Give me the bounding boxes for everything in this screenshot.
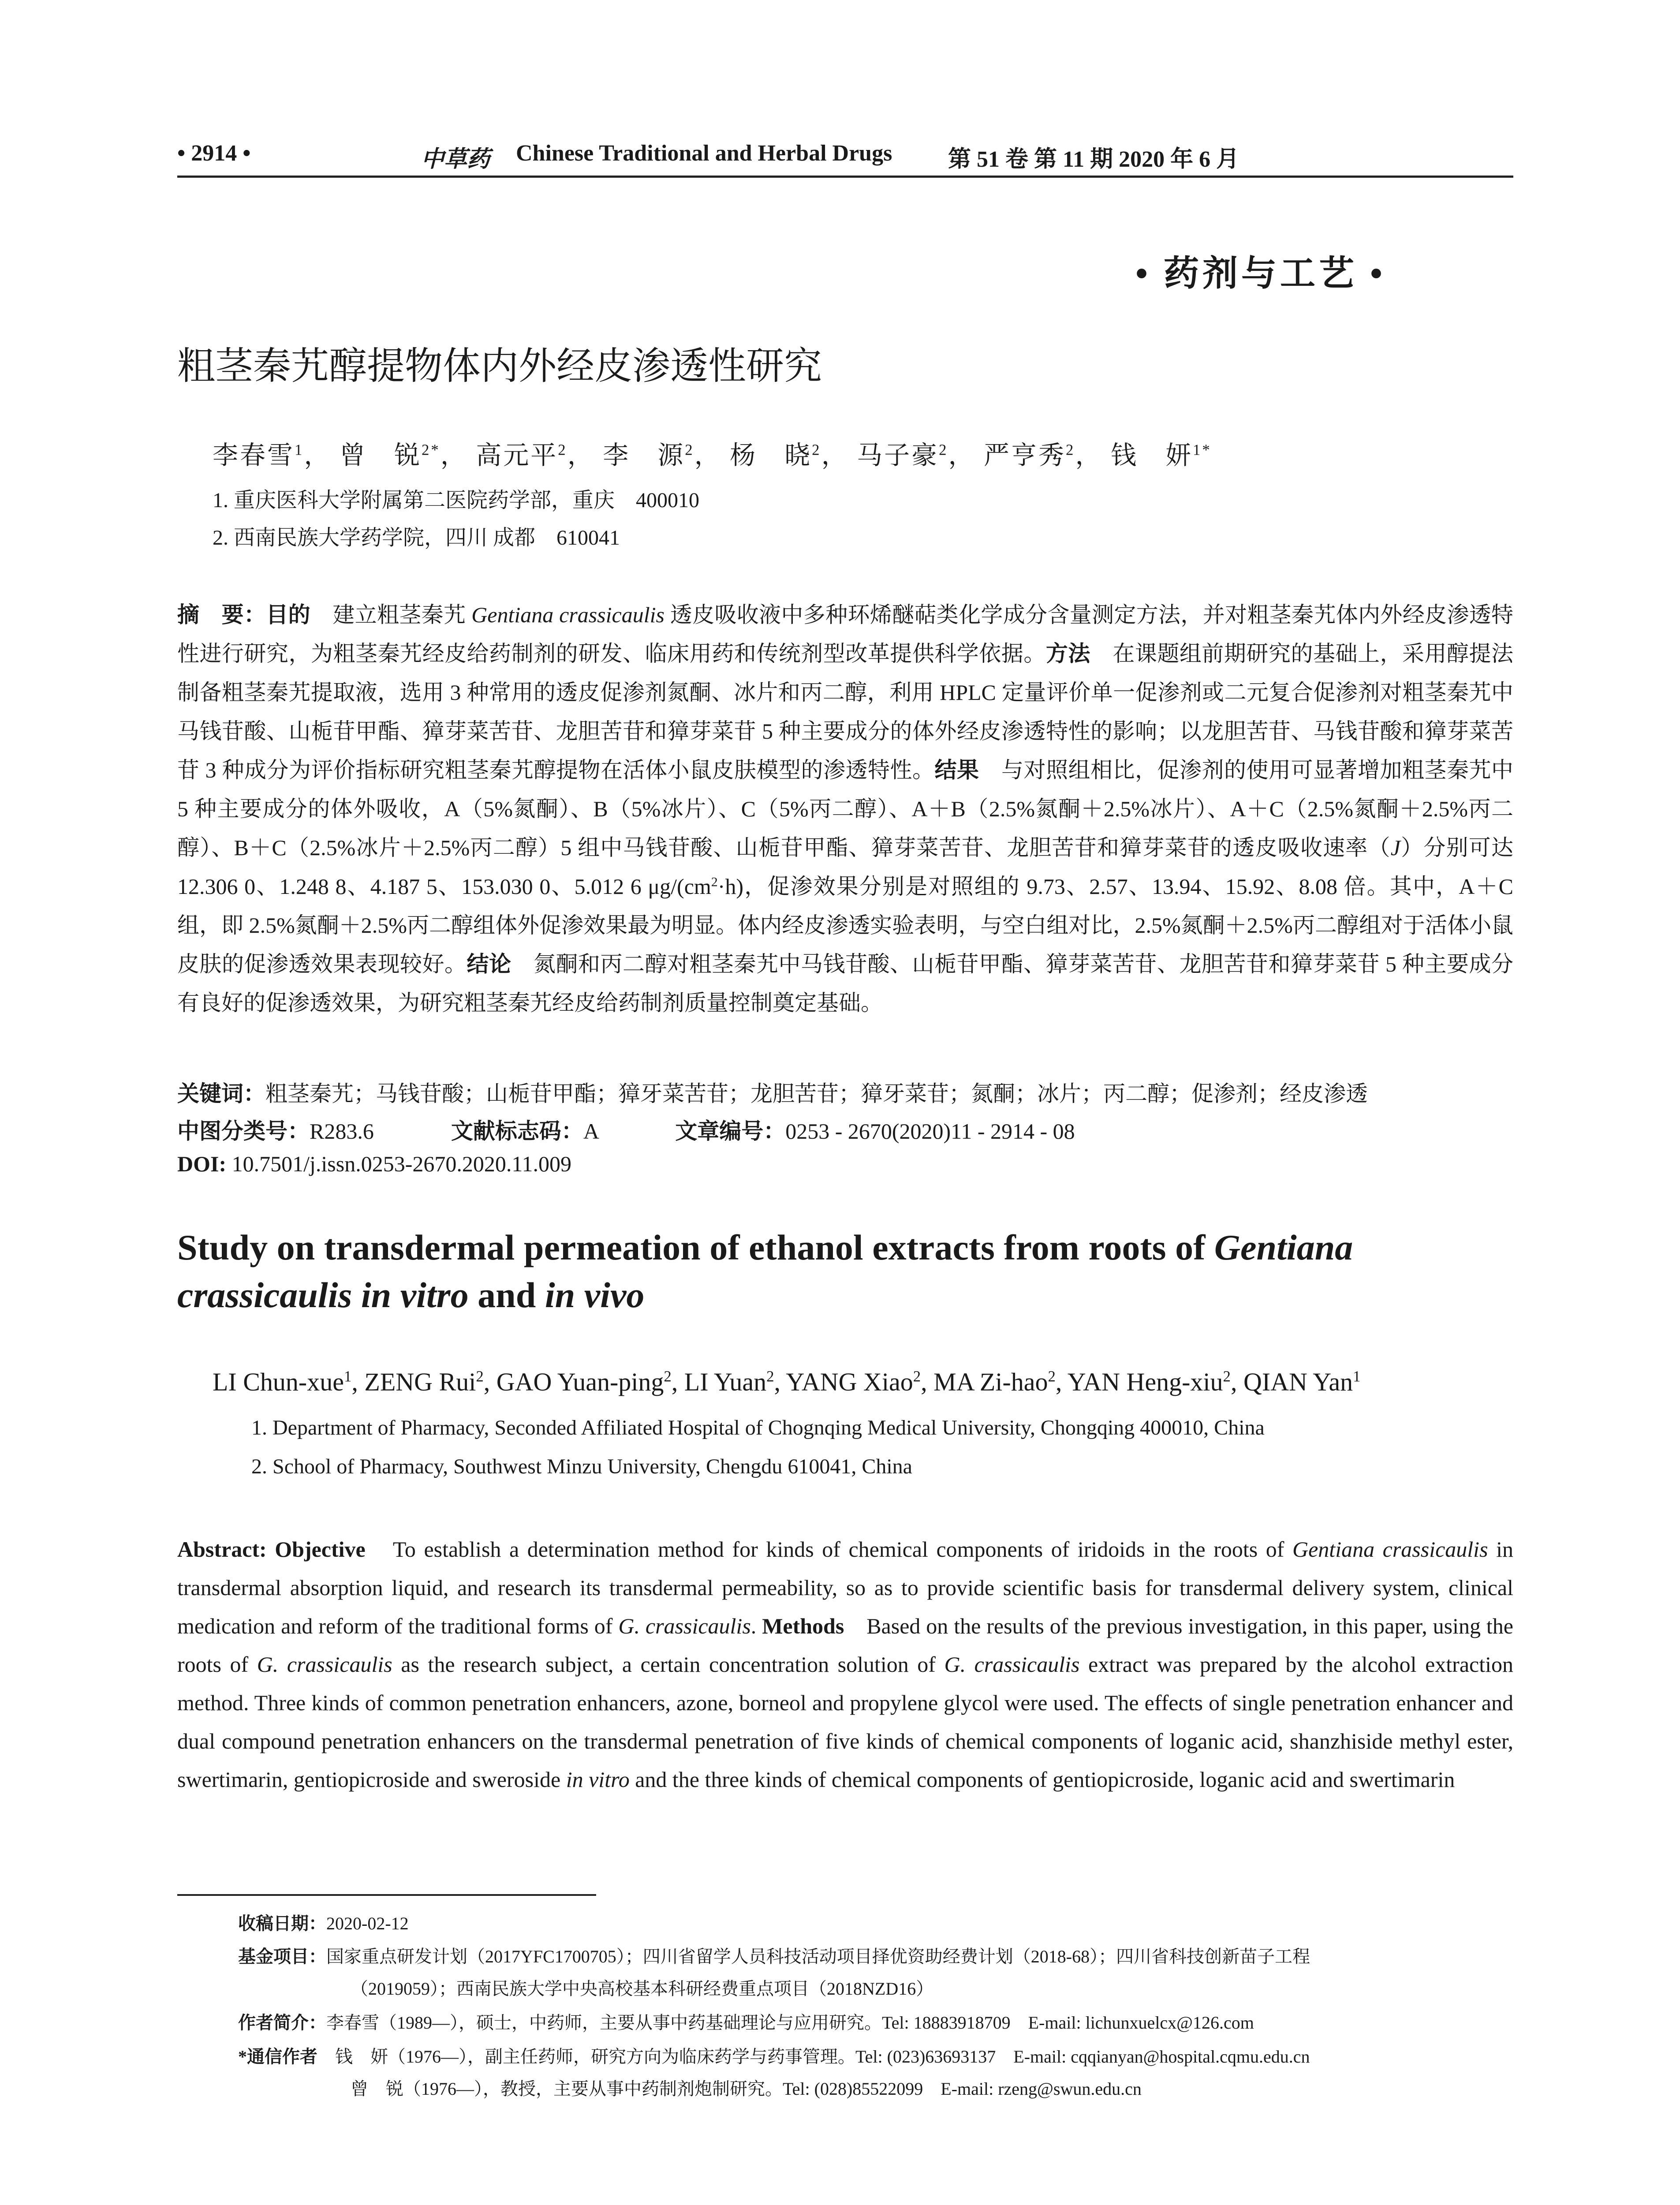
author-en: LI Chun-xue$^1$ [213, 1368, 352, 1396]
results-label-cn: 结果 [934, 757, 979, 783]
abstract-label-en: Abstract: Objective [177, 1537, 366, 1562]
header-rule [177, 176, 1513, 178]
author-cn: 李春雪$^1$ [213, 441, 304, 470]
author-cn: 杨 晓$^2$ [730, 441, 821, 470]
author-cn: 李 源$^2$ [603, 441, 694, 470]
doi: DOI: 10.7501/j.issn.0253-2670.2020.11.009 [177, 1151, 571, 1176]
fund-line-2: （2019059）；西南民族大学中央高校基本科研经费重点项目（2018NZD16） [351, 1979, 934, 1999]
journal-name-en: Chinese Traditional and Herbal Drugs [516, 141, 892, 166]
author-cn: 马子豪$^2$ [857, 441, 948, 470]
author-bio: 作者简介：李春雪（1989—），硕士，中药师，主要从事中药基础理论与应用研究。Tel: 18883918709 E-mail: lichunxuelcx@126.com [238, 2013, 1254, 2033]
clc: 中图分类号：R283.6 [177, 1118, 374, 1144]
author-en: MA Zi-hao$^2$ [933, 1368, 1056, 1396]
author-cn: 高元平$^2$ [476, 441, 567, 470]
journal-issue: 第 51 卷 第 11 期 2020 年 6 月 [948, 147, 1239, 172]
author-cn: 严亨秀$^2$ [984, 441, 1075, 470]
methods-label-en: Methods [762, 1614, 844, 1638]
article-title-en: Study on transdermal permeation of ethanol extracts from roots of Gentiana crassicaulis in vitro and in vivo [177, 1227, 1353, 1315]
classification-line [177, 1114, 1513, 1145]
received-date: 收稿日期：2020-02-12 [238, 1913, 409, 1933]
journal-name-cn: 中草药 [421, 146, 490, 172]
author-en: QIAN Yan$^1$ [1243, 1368, 1361, 1396]
author-list-cn: 李春雪$^1$， 曾 锐$^{2*}$， 高元平$^2$， 李 源$^2$， 杨 晓$^2$， 马子豪$^2$， 严亨秀$^2$， 钱 妍$^{1*}$ [213, 441, 1212, 470]
author-cn: 曾 锐$^{2*}$ [339, 441, 441, 470]
author-en: LI Yuan$^2$ [684, 1368, 774, 1396]
affiliation-en-1: 1. Department of Pharmacy, Seconded Affiliated Hospital of Chognqing Medical University, Chongqing 400010, China [251, 1416, 1265, 1439]
author-en: YANG Xiao$^2$ [786, 1368, 921, 1396]
corresponding-author-2: 曾 锐（1976—），教授，主要从事中药制剂炮制研究。Tel: (028)85522099 E-mail: rzeng@swun.edu.cn [351, 2079, 1142, 2099]
author-cn: 钱 妍$^{1*}$ [1110, 441, 1212, 470]
affiliation-cn-2: 2. 西南民族大学药学院，四川 成都 610041 [213, 526, 620, 549]
conclusion-label-cn: 结论 [467, 951, 511, 977]
objective-label-cn: 目的 [266, 602, 310, 628]
author-en: GAO Yuan-ping$^2$ [496, 1368, 672, 1396]
keywords-cn: 关键词：粗茎秦艽；马钱苷酸；山栀苷甲酯；獐牙菜苦苷；龙胆苦苷；獐牙菜苷；氮酮；冰片；丙二醇；促渗剂；经皮渗透 [177, 1081, 1368, 1106]
abstract-label-cn: 摘 要： [177, 602, 266, 628]
abstract-en: Abstract: Objective To establish a determination method for kinds of chemical components of iridoids in the roots of Gentiana crassicaulis in transdermal absorption liquid, and research its transdermal permeability, so as to provide scientific basis for transdermal delivery system, clinical medication and reform of the traditional forms of G. crassicaulis. Methods Based on the results of the previous investigation, in this paper, using the roots of G. crassicaulis as the research subject, a certain concentration solution of G. crassicaulis extract was prepared by the alcohol extraction method. Three kinds of common penetration enhancers, azone, borneol and propylene glycol were used. The effects of single penetration enhancer and dual compound penetration enhancers on the transdermal penetration of five kinds of chemical components of loganic acid, shanzhiside methyl ester, swertimarin, gentiopicroside and sweroside in vitro and the three kinds of chemical components of gentiopicroside, loganic acid and swertimarin [177, 1537, 1513, 1792]
author-en: ZENG Rui$^2$ [364, 1368, 484, 1396]
fund-line-1: 基金项目：国家重点研发计划（2017YFC1700705）；四川省留学人员科技活动项目择优资助经费计划（2018-68）；四川省科技创新苗子工程 [238, 1947, 1310, 1966]
corresponding-author-1: *通信作者 钱 妍（1976—），副主任药师，研究方向为临床药学与药事管理。Tel: (023)63693137 E-mail: cqqianyan@hospital.cqmu.edu.cn [238, 2047, 1310, 2067]
author-list-en: LI Chun-xue$^1$, ZENG Rui$^2$, GAO Yuan-ping$^2$, LI Yuan$^2$, YANG Xiao$^2$, MA Zi-hao$^2$, YAN Heng-xiu$^2$, QIAN Yan$^1$ [213, 1368, 1361, 1396]
article-title-cn: 粗茎秦艽醇提物体内外经皮渗透性研究 [177, 344, 822, 388]
section-tag: • 药剂与工艺 • [1135, 254, 1386, 293]
abstract-cn: 摘 要：目的 建立粗茎秦艽 Gentiana crassicaulis 透皮吸收液中多种环烯醚萜类化学成分含量测定方法，并对粗茎秦艽体内外经皮渗透特性进行研究，为粗茎秦艽经皮给药制剂的研发、临床用药和传统剂型改革提供科学依据。方法 在课题组前期研究的基础上，采用醇提法制备粗茎秦艽提取液，选用 3 种常用的透皮促渗剂氮酮、冰片和丙二醇，利用 HPLC 定量评价单一促渗剂或二元复合促渗剂对粗茎秦艽中马钱苷酸、山栀苷甲酯、獐芽菜苦苷、龙胆苦苷和獐芽菜苷 5 种主要成分的体外经皮渗透特性的影响；以龙胆苦苷、马钱苷酸和獐芽菜苦苷 3 种成分为评价指标研究粗茎秦艽醇提物在活体小鼠皮肤模型的渗透特性。结果 与对照组相比，促渗剂的使用可显著增加粗茎秦艽中 5 种主要成分的体外吸收，A（5%氮酮）、B（5%冰片）、C（5%丙二醇）、A＋B（2.5%氮酮＋2.5%冰片）、A＋C（2.5%氮酮＋2.5%丙二醇）、B＋C（2.5%冰片＋2.5%丙二醇）5 组中马钱苷酸、山栀苷甲酯、獐芽菜苦苷、龙胆苦苷和獐芽菜苷的透皮吸收速率（J）分别可达 12.306 0、1.248 8、4.187 5、153.030 0、5.012 6 $\mu g/(cm^2\cdot h)$，促渗效果分别是对照组的 9.73、2.57、13.94、15.92、8.08 倍。其中，A＋C 组，即 2.5%氮酮＋2.5%丙二醇组体外促渗效果最为明显。体内经皮渗透实验表明，与空白组对比，2.5%氮酮＋2.5%丙二醇组对于活体小鼠皮肤的促渗透效果表现较好。结论 氮酮和丙二醇对粗茎秦艽中马钱苷酸、山栀苷甲酯、獐芽菜苦苷、龙胆苦苷和獐芽菜苷 5 种主要成分有良好的促渗透效果，为研究粗茎秦艽经皮给药制剂质量控制奠定基础。 [177, 602, 1514, 1015]
author-en: YAN Heng-xiu$^2$ [1067, 1368, 1231, 1396]
doc-code: 文献标志码：A [451, 1118, 598, 1144]
article-number: 文章编号：0253 - 2670(2020)11 - 2914 - 08 [675, 1118, 1075, 1144]
affiliation-cn-1: 1. 重庆医科大学附属第二医院药学部，重庆 400010 [213, 489, 700, 512]
affiliation-en-2: 2. School of Pharmacy, Southwest Minzu University, Chengdu 610041, China [251, 1455, 912, 1478]
methods-label-cn: 方法 [1045, 641, 1090, 666]
footnote-rule [177, 1894, 596, 1896]
page-number: • 2914 • [177, 141, 251, 166]
